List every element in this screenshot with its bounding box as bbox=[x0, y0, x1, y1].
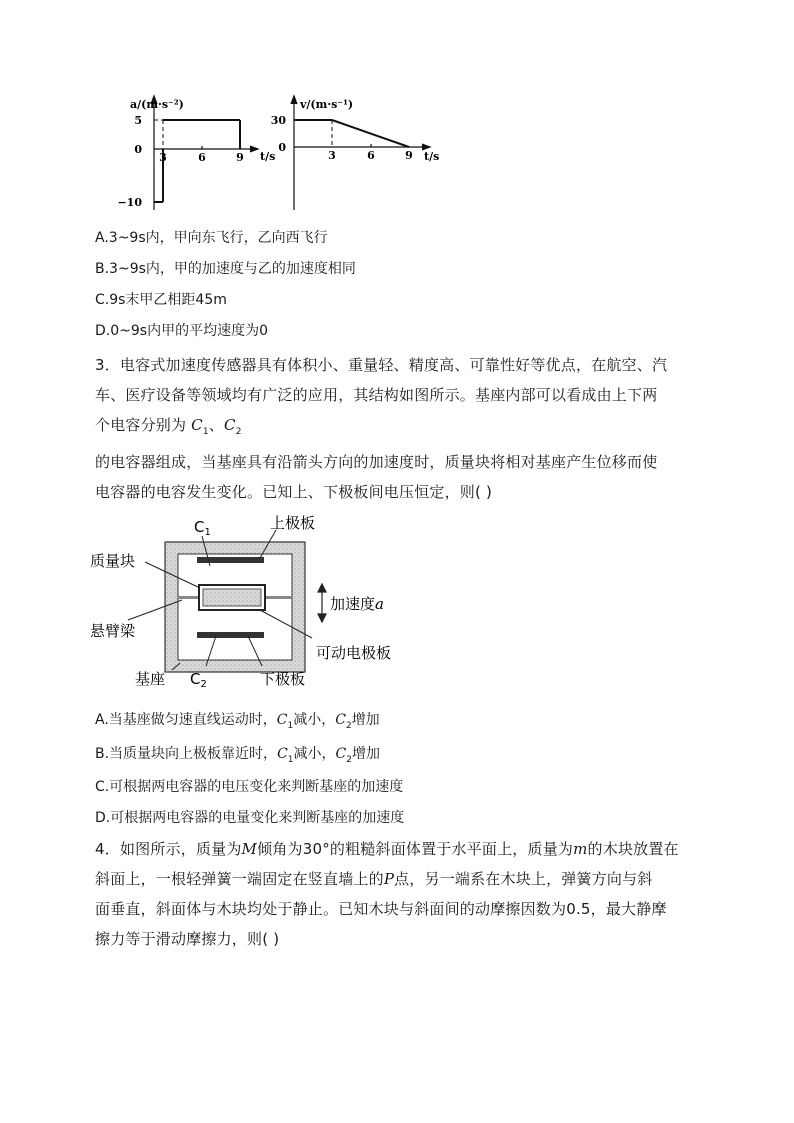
q4-line: 斜面上，一根轻弹簧一端固定在竖直墙上的P点，另一端系在木块上，弹簧方向与斜 bbox=[95, 870, 653, 888]
v-segment-3-9 bbox=[332, 120, 409, 147]
q3-option-a: A.当基座做匀速直线运动时，$C_1$减小，$C_2$增加 bbox=[95, 712, 380, 731]
capacitor-sensor-diagram bbox=[90, 508, 430, 698]
q3-option-c: C.可根据两电容器的电压变化来判断基座的加速度 bbox=[95, 779, 404, 795]
a-xtick: 3 bbox=[159, 151, 167, 164]
acceleration-arrow bbox=[318, 584, 326, 622]
q2-option-a: A.3~9s内，甲向东飞行，乙向西飞行 bbox=[95, 230, 328, 246]
v-ytick: 0 bbox=[278, 141, 286, 154]
label-lower-plate: 下极板 bbox=[260, 670, 306, 688]
q2-option-d: D.0~9s内甲的平均速度为0 bbox=[95, 323, 268, 339]
q3-line: 的电容器组成，当基座具有沿箭头方向的加速度时，质量块将相对基座产生位移而使 bbox=[95, 453, 658, 471]
q3-line: 3．电容式加速度传感器具有体积小、重量轻、精度高、可靠性好等优点，在航空、汽 bbox=[95, 356, 668, 374]
q3-line: 车、医疗设备等领域均有广泛的应用，其结构如图所示。基座内部可以看成由上下两 bbox=[95, 386, 658, 404]
label-acceleration: 加速度a bbox=[330, 595, 384, 613]
v-ytick: 30 bbox=[270, 114, 286, 127]
v-ylabel: v/(m·s⁻¹) bbox=[300, 98, 354, 111]
label-base: 基座 bbox=[135, 670, 166, 688]
a-ytick: 5 bbox=[134, 114, 142, 127]
v-xtick: 3 bbox=[328, 149, 336, 162]
a-ytick: 0 bbox=[134, 143, 142, 156]
q3-line: 电容器的电容发生变化。已知上、下极板间电压恒定，则( ) bbox=[95, 483, 493, 501]
q3-stem bbox=[95, 350, 705, 507]
q3-line: 个电容分别为 $C_1$、$C_2$ bbox=[95, 416, 242, 437]
label-mass-block: 质量块 bbox=[90, 552, 136, 570]
q3-option-d: D.可根据两电容器的电量变化来判断基座的加速度 bbox=[95, 810, 405, 826]
label-c1: $C_1$ bbox=[194, 518, 211, 538]
v-xtick: 9 bbox=[405, 149, 413, 162]
a-xtick: 6 bbox=[198, 151, 206, 164]
a-xlabel: t/s bbox=[260, 150, 276, 163]
q2-option-c: C.9s末甲乙相距45m bbox=[95, 292, 227, 308]
q3-option-b: B.当质量块向上极板靠近时，$C_1$减小，$C_2$增加 bbox=[95, 746, 380, 765]
v-xtick: 6 bbox=[367, 149, 375, 162]
q4-line: 擦力等于滑动摩擦力，则( ) bbox=[95, 930, 280, 948]
q4-line: 4．如图所示，质量为M倾角为30°的粗糙斜面体置于水平面上，质量为m的木块放置在 bbox=[95, 840, 679, 858]
mass-block bbox=[199, 585, 265, 610]
q4-line: 面垂直，斜面体与木块均处于静止。已知木块与斜面间的动摩擦因数为0.5，最大静摩 bbox=[95, 900, 667, 918]
label-c2: $C_2$ bbox=[190, 670, 207, 690]
q2-option-b: B.3~9s内，甲的加速度与乙的加速度相同 bbox=[95, 261, 356, 277]
label-upper-plate: 上极板 bbox=[270, 514, 316, 532]
a-xtick: 9 bbox=[236, 151, 244, 164]
lower-plate bbox=[197, 632, 264, 638]
upper-plate bbox=[197, 557, 264, 563]
q4-stem bbox=[95, 834, 705, 954]
a-ytick: −10 bbox=[117, 196, 142, 209]
a-t-graph bbox=[100, 88, 450, 218]
label-movable-plate: 可动电极板 bbox=[316, 644, 392, 662]
a-ylabel: a/(m·s⁻²) bbox=[130, 98, 184, 111]
label-cantilever: 悬臂梁 bbox=[90, 622, 136, 640]
v-xlabel: t/s bbox=[424, 150, 440, 163]
